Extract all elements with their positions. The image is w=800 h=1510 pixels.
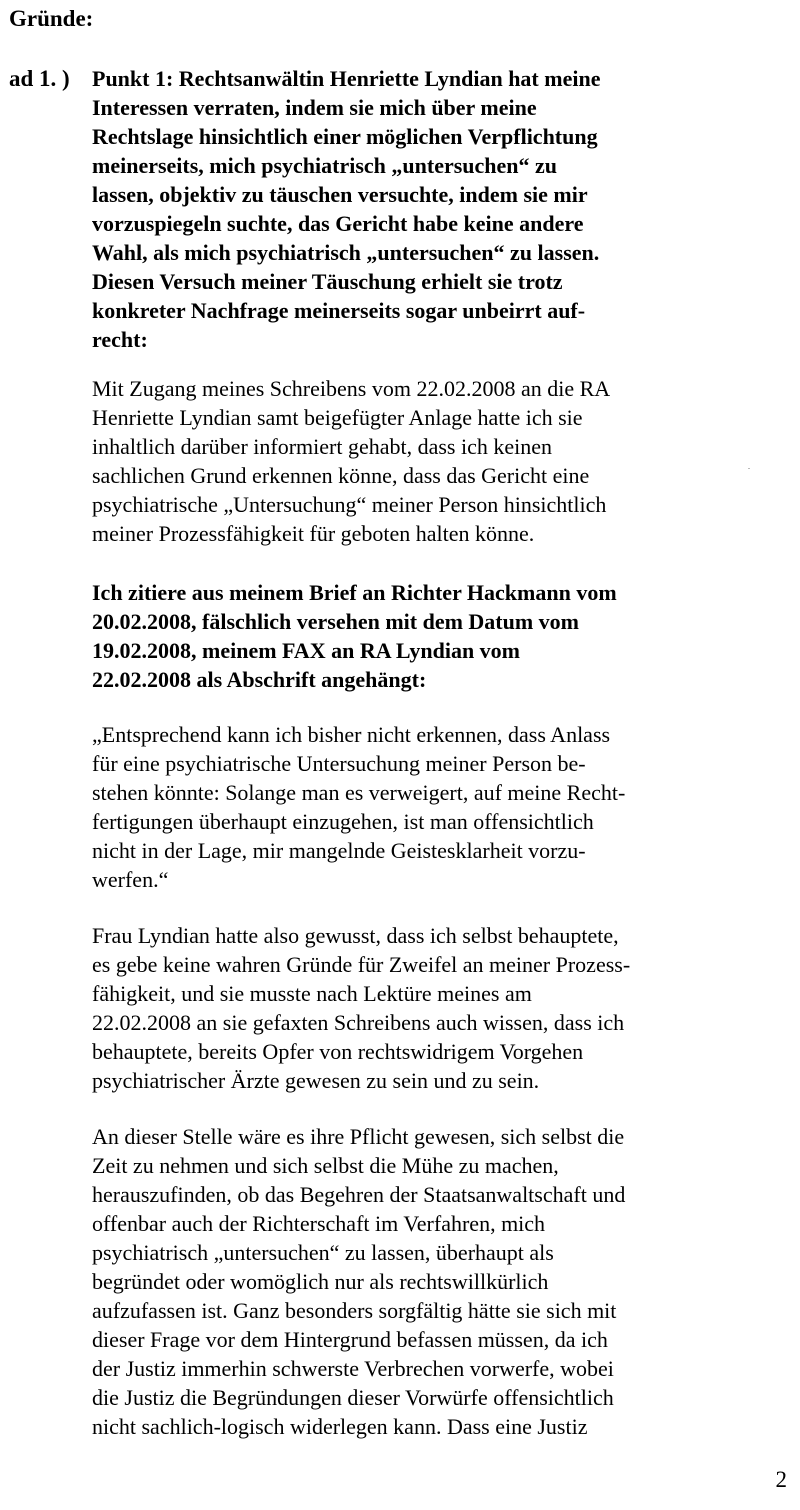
section-heading: Gründe: <box>9 6 94 31</box>
paragraph-2 <box>92 374 698 548</box>
text-line: nicht in der Lage, mir mangelnde Geistesklarheit vorzu- <box>92 838 586 863</box>
text-line: recht: <box>92 327 148 352</box>
text-line: 19.02.2008, meinem FAX an RA Lyndian vom <box>92 638 521 663</box>
text-line: herauszufinden, ob das Begehren der Staatsanwaltschaft und <box>92 1182 626 1207</box>
text-line: „Entsprechend kann ich bisher nicht erkennen, dass Anlass <box>92 722 611 747</box>
text-line: offenbar auch der Richterschaft im Verfahren, mich <box>92 1211 546 1236</box>
text-line: behauptete, bereits Opfer von rechtswidrigem Vorgehen <box>92 1039 584 1064</box>
text-line: aufzufassen ist. Ganz besonders sorgfältig hätte sie sich mit <box>92 1298 617 1323</box>
text-line: fähigkeit, und sie musste nach Lektüre meines am <box>92 981 532 1006</box>
text-line: Zeit zu nehmen und sich selbst die Mühe zu machen, <box>92 1153 559 1178</box>
text-line: vorzuspiegeln suchte, das Gericht habe keine andere <box>92 211 584 236</box>
paragraph-1 <box>92 64 698 354</box>
text-line: Henriette Lyndian samt beigefügter Anlage hatte ich sie <box>92 405 583 430</box>
text-line: Diesen Versuch meiner Täuschung erhielt sie trotz <box>92 269 563 294</box>
text-line: Rechtslage hinsichtlich einer möglichen Verpflichtung <box>92 124 598 149</box>
text-line: 20.02.2008, fälschlich versehen mit dem Datum vom <box>92 609 580 634</box>
text-line: Wahl, als mich psychiatrisch „untersuchen“ zu lassen. <box>92 240 600 265</box>
text-line: psychiatrischer Ärzte gewesen zu sein und zu sein. <box>92 1068 540 1093</box>
text-line: begründet oder womöglich nur als rechtswillkürlich <box>92 1269 549 1294</box>
text-line: Interessen verraten, indem sie mich über meine <box>92 95 537 120</box>
text-line: konkreter Nachfrage meinerseits sogar unbeirrt auf- <box>92 298 586 323</box>
text-line: Punkt 1: Rechtsanwältin Henriette Lyndian hat meine <box>92 66 601 91</box>
text-line: psychiatrische „Untersuchung“ meiner Person hinsichtlich <box>92 492 607 517</box>
text-line: inhaltlich darüber informiert gehabt, dass ich keinen <box>92 434 553 459</box>
text-line: dieser Frage vor dem Hintergrund befassen müssen, da ich <box>92 1327 608 1352</box>
text-line: meiner Prozessfähigkeit für geboten halten könne. <box>92 521 535 546</box>
text-line: sachlichen Grund erkennen könne, dass das Gericht eine <box>92 463 590 488</box>
text-line: lassen, objektiv zu täuschen versuchte, indem sie mir <box>92 182 588 207</box>
text-line: meinerseits, mich psychiatrisch „untersuchen“ zu <box>92 153 558 178</box>
text-line: nicht sachlich-logisch widerlegen kann. Dass eine Justiz <box>92 1414 588 1439</box>
page-number: 2 <box>775 1467 787 1492</box>
text-line: die Justiz die Begründungen dieser Vorwürfe offensichtlich <box>92 1385 614 1410</box>
item-label: ad 1. ) <box>9 66 70 91</box>
paragraph-4-quote <box>92 720 698 894</box>
scan-speck <box>748 468 750 469</box>
text-line: fertigungen überhaupt einzugehen, ist man offensichtlich <box>92 809 594 834</box>
paragraph-6 <box>92 1122 698 1441</box>
text-line: der Justiz immerhin schwerste Verbrechen vorwerfe, wobei <box>92 1356 614 1381</box>
text-line: 22.02.2008 an sie gefaxten Schreibens auch wissen, dass ich <box>92 1010 625 1035</box>
text-line: stehen könnte: Solange man es verweigert, auf meine Recht- <box>92 780 626 805</box>
paragraph-5 <box>92 921 698 1095</box>
text-line: 22.02.2008 als Abschrift angehängt: <box>92 667 427 692</box>
text-line: Ich zitiere aus meinem Brief an Richter Hackmann vom <box>92 580 617 605</box>
text-line: An dieser Stelle wäre es ihre Pflicht gewesen, sich selbst die <box>92 1124 625 1149</box>
text-line: werfen.“ <box>92 867 169 892</box>
paragraph-3 <box>92 578 698 694</box>
text-line: psychiatrisch „untersuchen“ zu lassen, überhaupt als <box>92 1240 554 1265</box>
text-line: Mit Zugang meines Schreibens vom 22.02.2008 an die RA <box>92 376 611 401</box>
text-line: für eine psychiatrische Untersuchung meiner Person be- <box>92 751 586 776</box>
text-line: es gebe keine wahren Gründe für Zweifel an meiner Prozess- <box>92 952 631 977</box>
text-line: Frau Lyndian hatte also gewusst, dass ich selbst behauptete, <box>92 923 619 948</box>
